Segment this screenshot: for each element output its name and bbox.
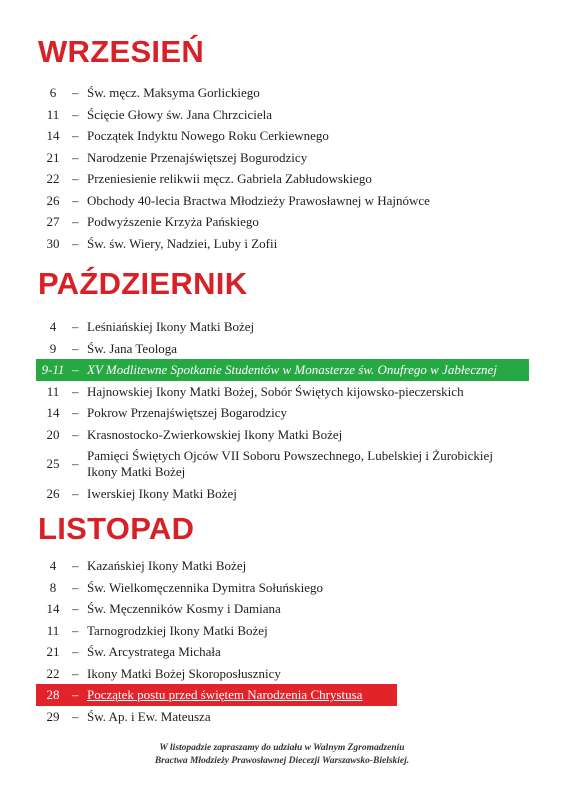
list-item: 26 – Obchody 40-lecia Bractwa Młodzieży Prawosławnej w Hajnówce [46, 192, 430, 208]
list-item: 14 – Św. Męczenników Kosmy i Damiana [46, 601, 281, 616]
list-item: 21 – Św. Arcystrategа Michała [46, 644, 221, 659]
list-item: 4 – Kazańskiej Ikony Matki Bożej [49, 558, 247, 573]
list-item: 4 – Leśniańskiej Ikony Matki Bożej [49, 319, 255, 334]
footer-note-line-1: W listopadzie zapraszamy do udziału w Walnym Zgromadzeniu [159, 743, 405, 753]
list-item: 11 – Ścięcie Głowy św. Jana Chrzciciela [46, 106, 273, 122]
list-item: 6 – Św. męcz. Maksyma Gorlickiego [49, 85, 260, 100]
list-item: 30 – Św. św. Wiery, Nadziei, Luby i Zofii [46, 235, 278, 251]
footer-note [60, 742, 504, 768]
list-item: 27 – Podwyższenie Krzyża Pańskiego [46, 214, 259, 229]
month-heading-november: LISTOPAD [38, 511, 195, 546]
list-item: 29 – Św. Ap. i Ew. Mateusza [46, 708, 211, 724]
list-item: 26 – Iwerskiej Ikony Matki Bożej [46, 486, 237, 501]
event-list-october [0, 316, 564, 505]
event-list-september [0, 82, 564, 254]
highlighted-event-red: 28 – Początek postu przed świętem Narodzenia Chrystusa [36, 684, 397, 706]
list-item: 20 – Krasnostocko-Zwierkowskiej Ikony Matki Bożej [46, 426, 343, 442]
list-item: 14 – Pokrow Przenajświętszej Bogarodzicy [46, 405, 288, 420]
list-item: 11 – Tarnogrodzkiej Ikony Matki Bożej [46, 622, 268, 638]
list-item: 25 – Pamięci Świętych Ojców VII Soboru Powszechnego, Lubelskiej i Żurobickiej Ikony Matki Bożej [46, 448, 493, 479]
event-list-november [0, 555, 564, 727]
highlighted-event-green: 9-11 – XV Modlitewne Spotkanie Studentów w Monasterze św. Onufrego w Jabłecznej [36, 359, 529, 381]
list-item: 14 – Początek Indyktu Nowego Roku Cerkiewnego [46, 128, 329, 143]
list-item: 22 – Ikony Matki Bożej Skoroposłusznicy [46, 665, 281, 681]
list-item: 9 – Św. Jana Teologa [49, 340, 178, 356]
list-item: 8 – Św. Wielkomęczennika Dymitra Sołuńskiego [49, 579, 323, 595]
month-heading-october: PAŹDZIERNIK [38, 266, 248, 301]
list-item: 11 – Hajnowskiej Ikony Matki Bożej, Sobór Świętych kijowsko-pieczerskich [46, 383, 464, 399]
month-heading-september: WRZESIEŃ [38, 34, 205, 69]
list-item: 22 – Przeniesienie relikwii męcz. Gabriela Zabłudowskiego [46, 171, 372, 186]
list-item: 21 – Narodzenie Przenajświętszej Bogurodzicy [46, 149, 308, 165]
footer-note-line-2: Bractwa Młodzieży Prawosławnej Diecezji Warszawsko-Bielskiej. [154, 756, 410, 766]
